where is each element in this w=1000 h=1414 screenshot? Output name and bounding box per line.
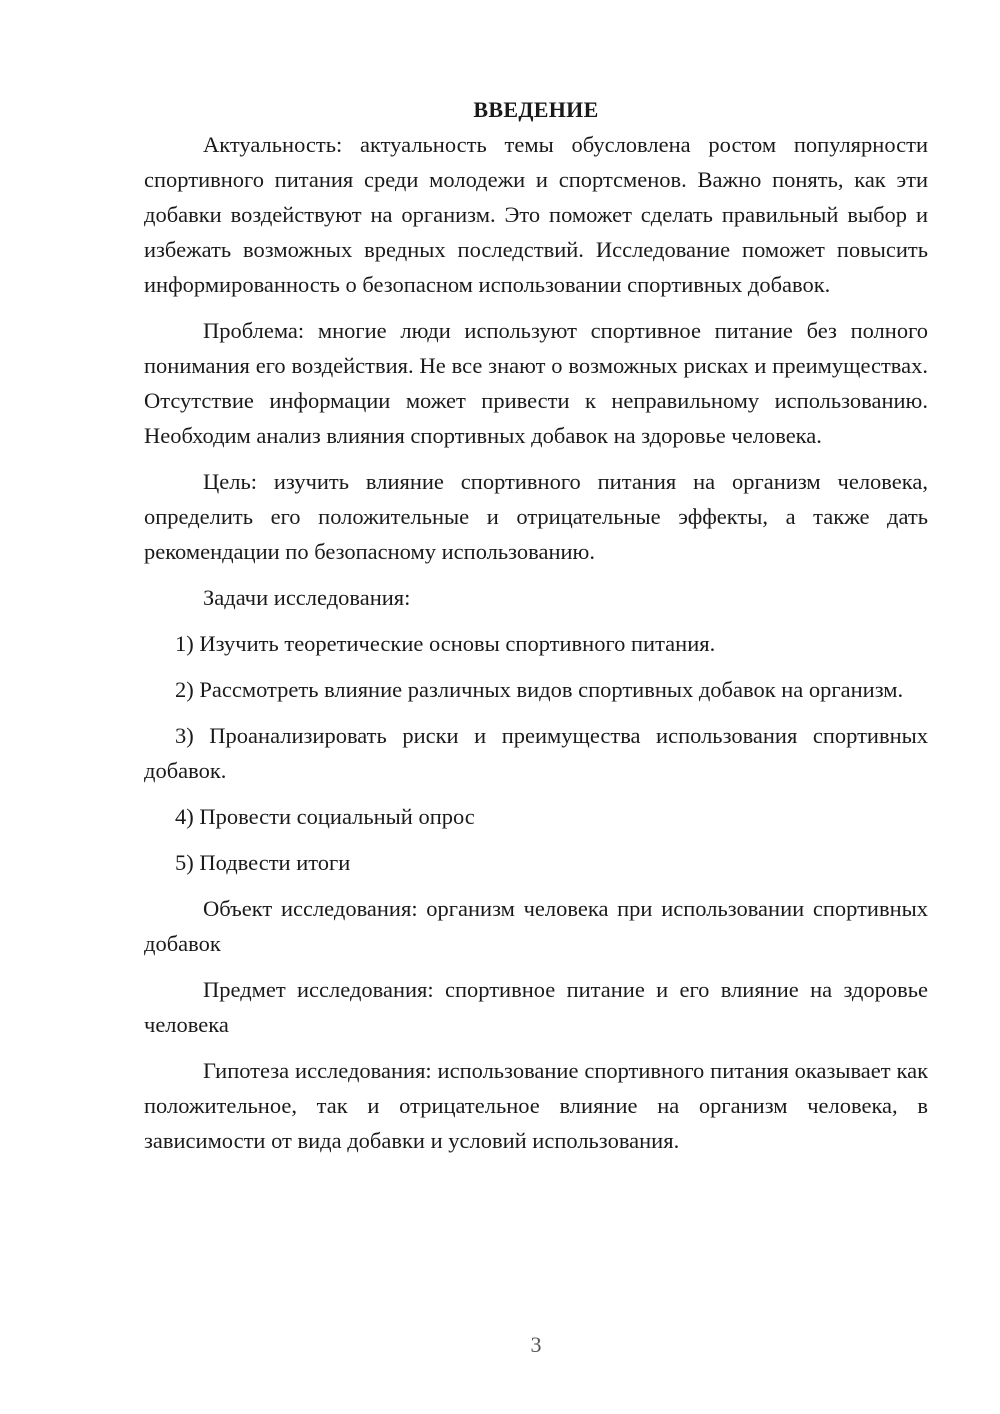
paragraph-subject: Предмет исследования: спортивное питание и его влияние на здоровье человека xyxy=(144,977,928,1037)
list-item-task-3: 3) Проанализировать риски и преимущества использования спортивных добавок. xyxy=(144,723,928,783)
paragraph-problem: Проблема: многие люди используют спортивное питание без полного понимания его воздействия. Не все знают о возможных рисках и преимуществах. Отсутствие информации может привести к неправильному использованию. Необходим анализ влияния спортивных добавок на здоровье человека. xyxy=(144,318,928,448)
paragraph-hypothesis: Гипотеза исследования: использование спортивного питания оказывает как положительное, так и отрицательное влияние на организм человека, в зависимости от вида добавки и условий использования. xyxy=(144,1058,928,1153)
paragraph-object: Объект исследования: организм человека при использовании спортивных добавок xyxy=(144,896,928,956)
list-item-task-1: 1) Изучить теоретические основы спортивного питания. xyxy=(175,631,716,656)
paragraph-tasks-heading: Задачи исследования: xyxy=(203,585,411,610)
paragraph-relevance: Актуальность: актуальность темы обусловлена ростом популярности спортивного питания среди молодежи и спортсменов. Важно понять, как эти добавки воздействуют на организм. Это поможет сделать правильный выбор и избежать возможных вредных последствий. Исследование поможет повысить информированность о безопасном использовании спортивных добавок. xyxy=(144,132,928,297)
page-number: 3 xyxy=(530,1332,542,1357)
page-title: ВВЕДЕНИЕ xyxy=(473,97,599,122)
paragraph-goal: Цель: изучить влияние спортивного питания на организм человека, определить его положительные и отрицательные эффекты, а также дать рекомендации по безопасному использованию. xyxy=(144,469,928,564)
list-item-task-2: 2) Рассмотреть влияние различных видов спортивных добавок на организм. xyxy=(175,677,904,702)
list-item-task-4: 4) Провести социальный опрос xyxy=(175,804,475,829)
list-item-task-5: 5) Подвести итоги xyxy=(175,850,351,875)
document-page xyxy=(144,92,928,1169)
